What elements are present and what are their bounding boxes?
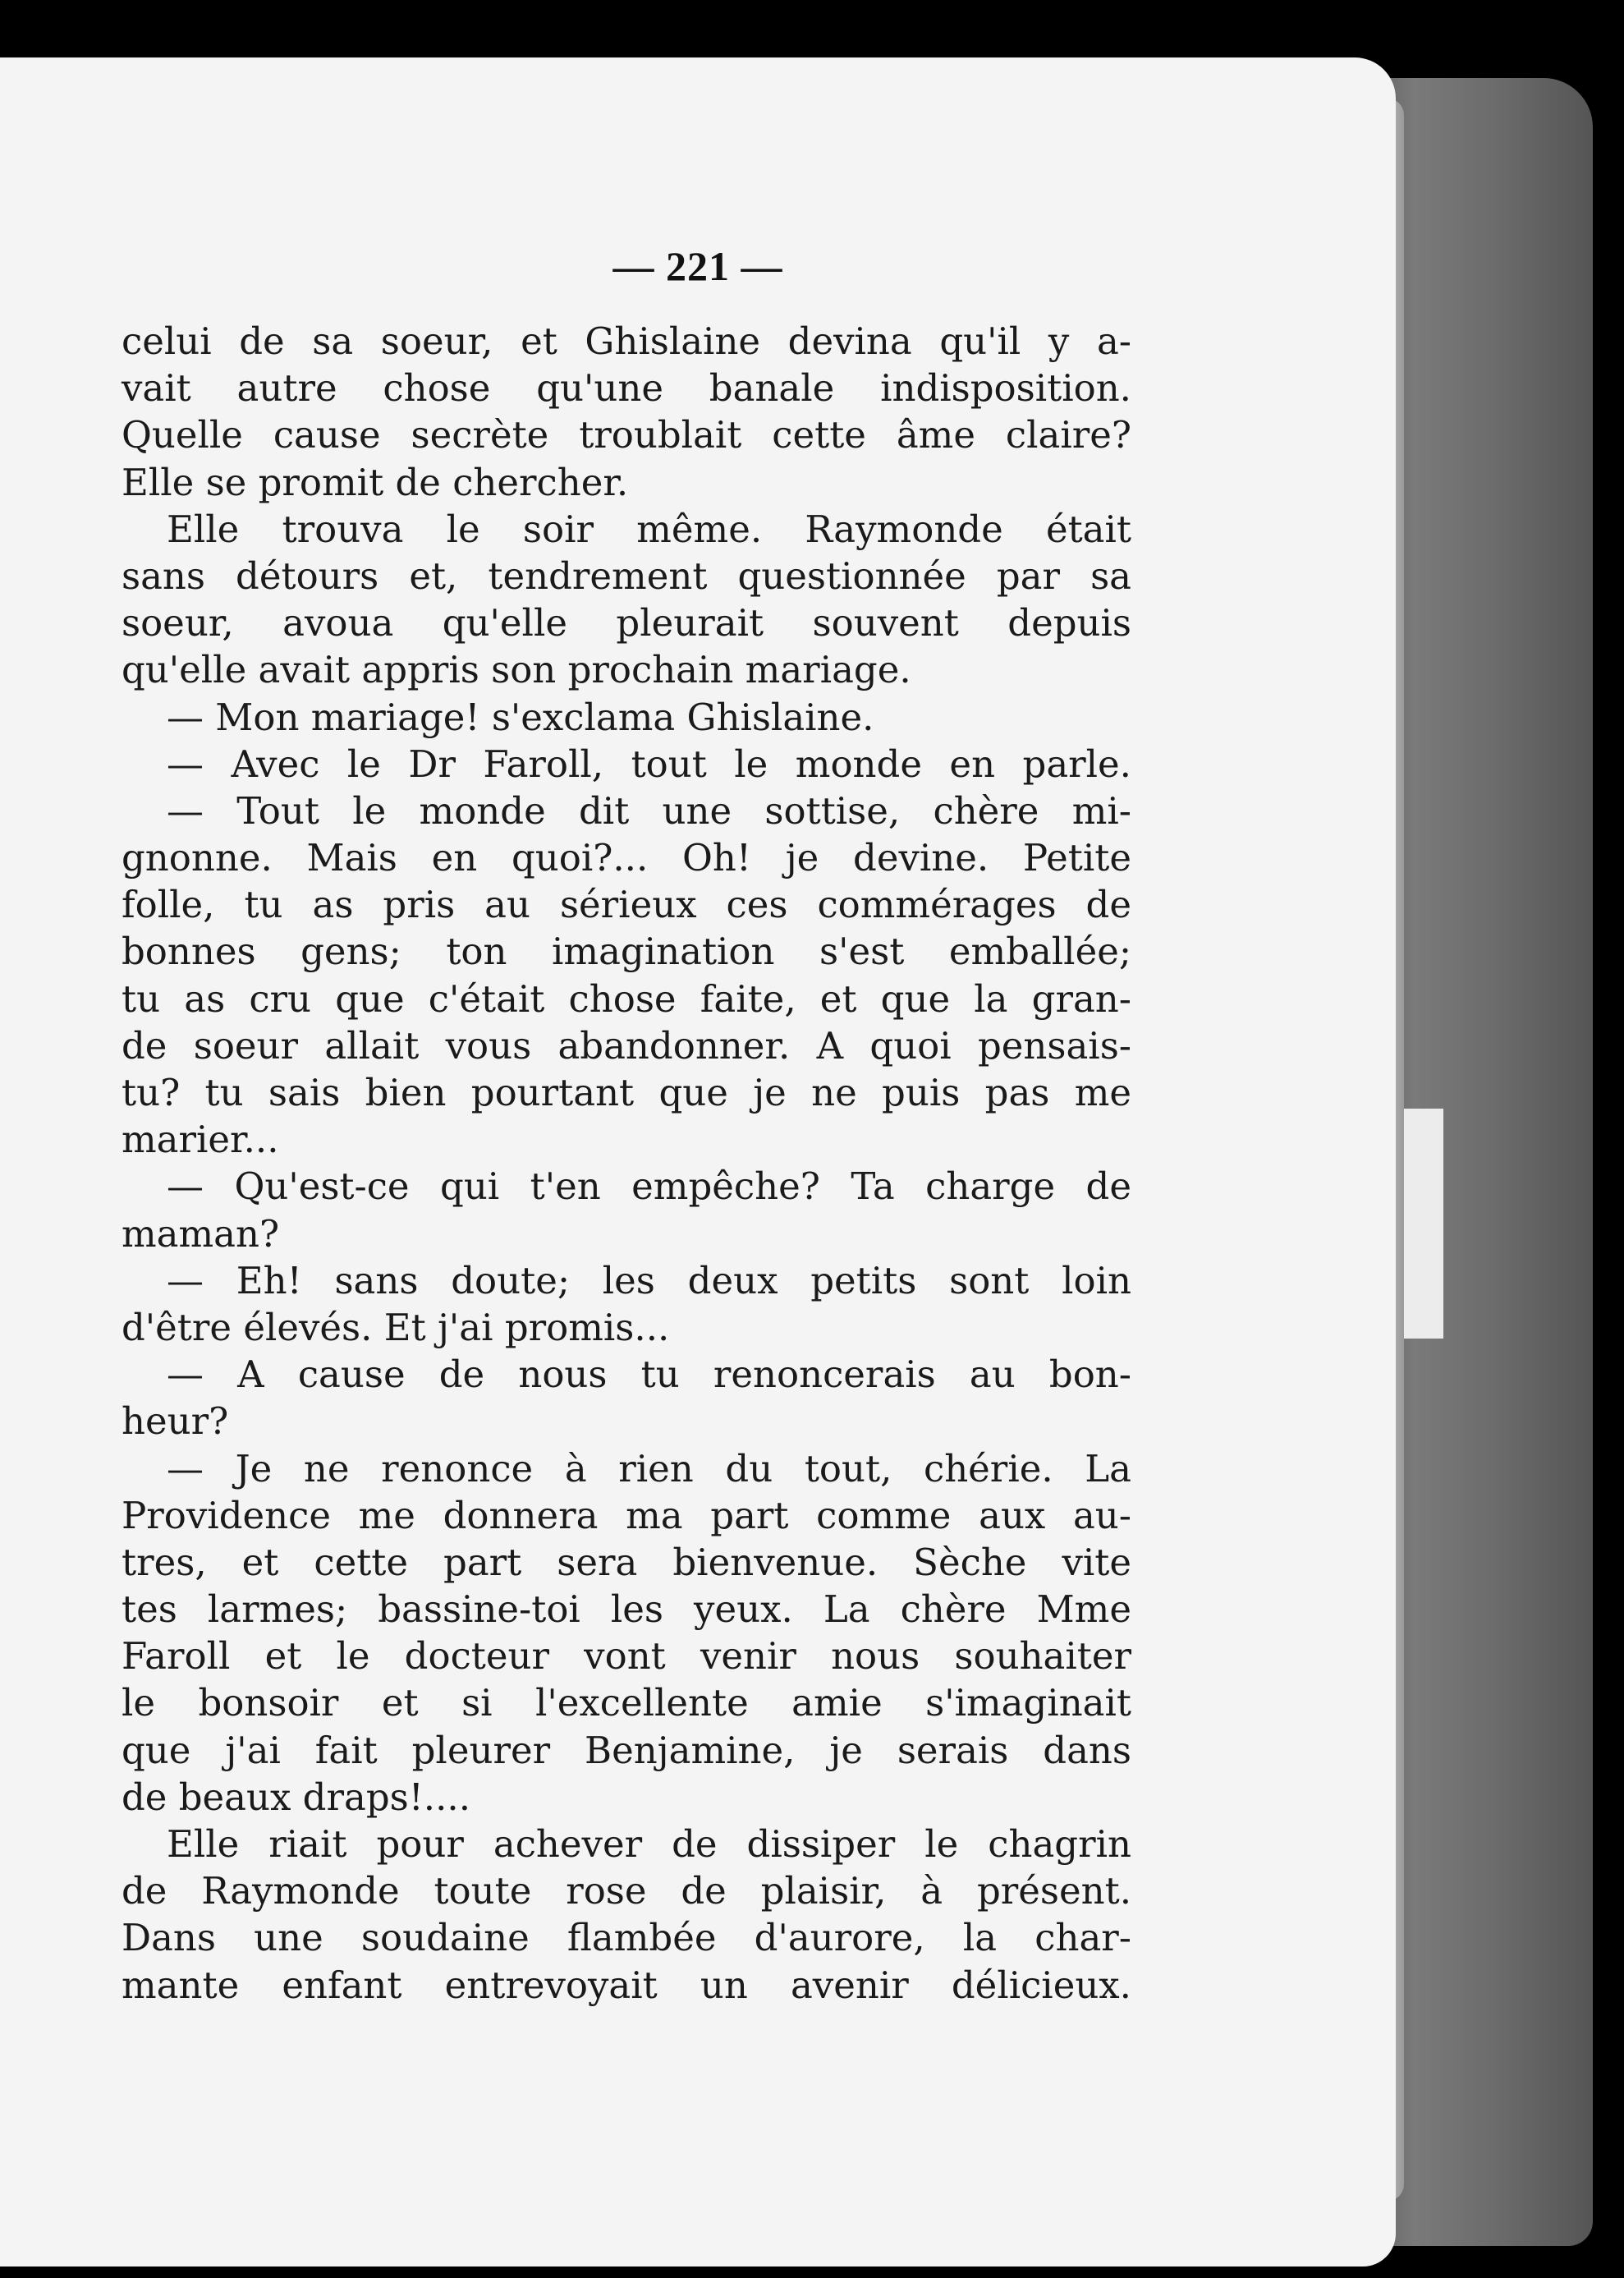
text-line: Providence me donnera ma part comme aux au- bbox=[122, 1493, 1131, 1537]
text-line: Elle se promit de chercher. bbox=[122, 460, 629, 504]
body-text bbox=[122, 318, 1131, 2009]
text-line: d'être élevés. Et j'ai promis... bbox=[122, 1305, 670, 1349]
text-line: Elle riait pour achever de dissiper le chagrin bbox=[167, 1822, 1131, 1866]
text-line: — Avec le Dr Faroll, tout le monde en parle. bbox=[167, 742, 1131, 786]
text-line: heur? bbox=[122, 1399, 229, 1444]
text-line: de soeur allait vous abandonner. A quoi pensais- bbox=[122, 1023, 1131, 1068]
text-line: — Qu'est-ce qui t'en empêche? Ta charge de bbox=[167, 1164, 1131, 1209]
text-line: vait autre chose qu'une banale indisposition. bbox=[122, 366, 1131, 411]
text-line: qu'elle avait appris son prochain mariage. bbox=[122, 648, 911, 692]
text-line: Faroll et le docteur vont venir nous souhaiter bbox=[122, 1634, 1131, 1679]
text-line: de beaux draps!.... bbox=[122, 1775, 471, 1819]
text-line: tu? tu sais bien pourtant que je ne puis pas me bbox=[122, 1071, 1131, 1114]
text-line: bonnes gens; ton imagination s'est emballée; bbox=[122, 930, 1131, 974]
text-line: — Eh! sans doute; les deux petits sont loin bbox=[167, 1258, 1131, 1302]
text-line: maman? bbox=[122, 1211, 280, 1256]
page-number: — 221 — bbox=[612, 243, 783, 289]
text-line: — Tout le monde dit une sottise, chère mi- bbox=[167, 788, 1131, 833]
text-line: sans détours et, tendrement questionnée par sa bbox=[122, 553, 1131, 598]
text-line: mante enfant entrevoyait un avenir délicieux. bbox=[122, 1963, 1131, 2007]
text-line: tres, et cette part sera bienvenue. Sèche vite bbox=[122, 1540, 1131, 1584]
text-line: Elle trouva le soir même. Raymonde était bbox=[167, 507, 1131, 551]
page-tab-marker bbox=[1404, 1109, 1443, 1339]
text-line: que j'ai fait pleurer Benjamine, je serais dans bbox=[122, 1728, 1131, 1772]
text-line: le bonsoir et si l'excellente amie s'imaginait bbox=[122, 1681, 1131, 1725]
text-line: de Raymonde toute rose de plaisir, à présent. bbox=[122, 1869, 1131, 1913]
text-line: celui de sa soeur, et Ghislaine devina qu'il y a- bbox=[122, 319, 1131, 363]
text-line: folle, tu as pris au sérieux ces commérages de bbox=[122, 883, 1131, 927]
text-line: gnonne. Mais en quoi?... Oh! je devine. Petite bbox=[122, 836, 1131, 880]
text-line: soeur, avoua qu'elle pleurait souvent depuis bbox=[122, 601, 1131, 645]
text-line: — A cause de nous tu renoncerais au bon- bbox=[167, 1353, 1131, 1397]
text-line: tu as cru que c'était chose faite, et que la gran- bbox=[122, 976, 1131, 1021]
text-line: Dans une soudaine flambée d'aurore, la char- bbox=[122, 1916, 1131, 1960]
text-line: Quelle cause secrète troublait cette âme claire? bbox=[122, 413, 1131, 457]
text-line: — Je ne renonce à rien du tout, chérie. La bbox=[167, 1446, 1131, 1490]
text-line: tes larmes; bassine-toi les yeux. La chère Mme bbox=[122, 1587, 1131, 1632]
text-line: marier... bbox=[122, 1118, 279, 1162]
text-line: — Mon mariage! s'exclama Ghislaine. bbox=[167, 695, 874, 739]
